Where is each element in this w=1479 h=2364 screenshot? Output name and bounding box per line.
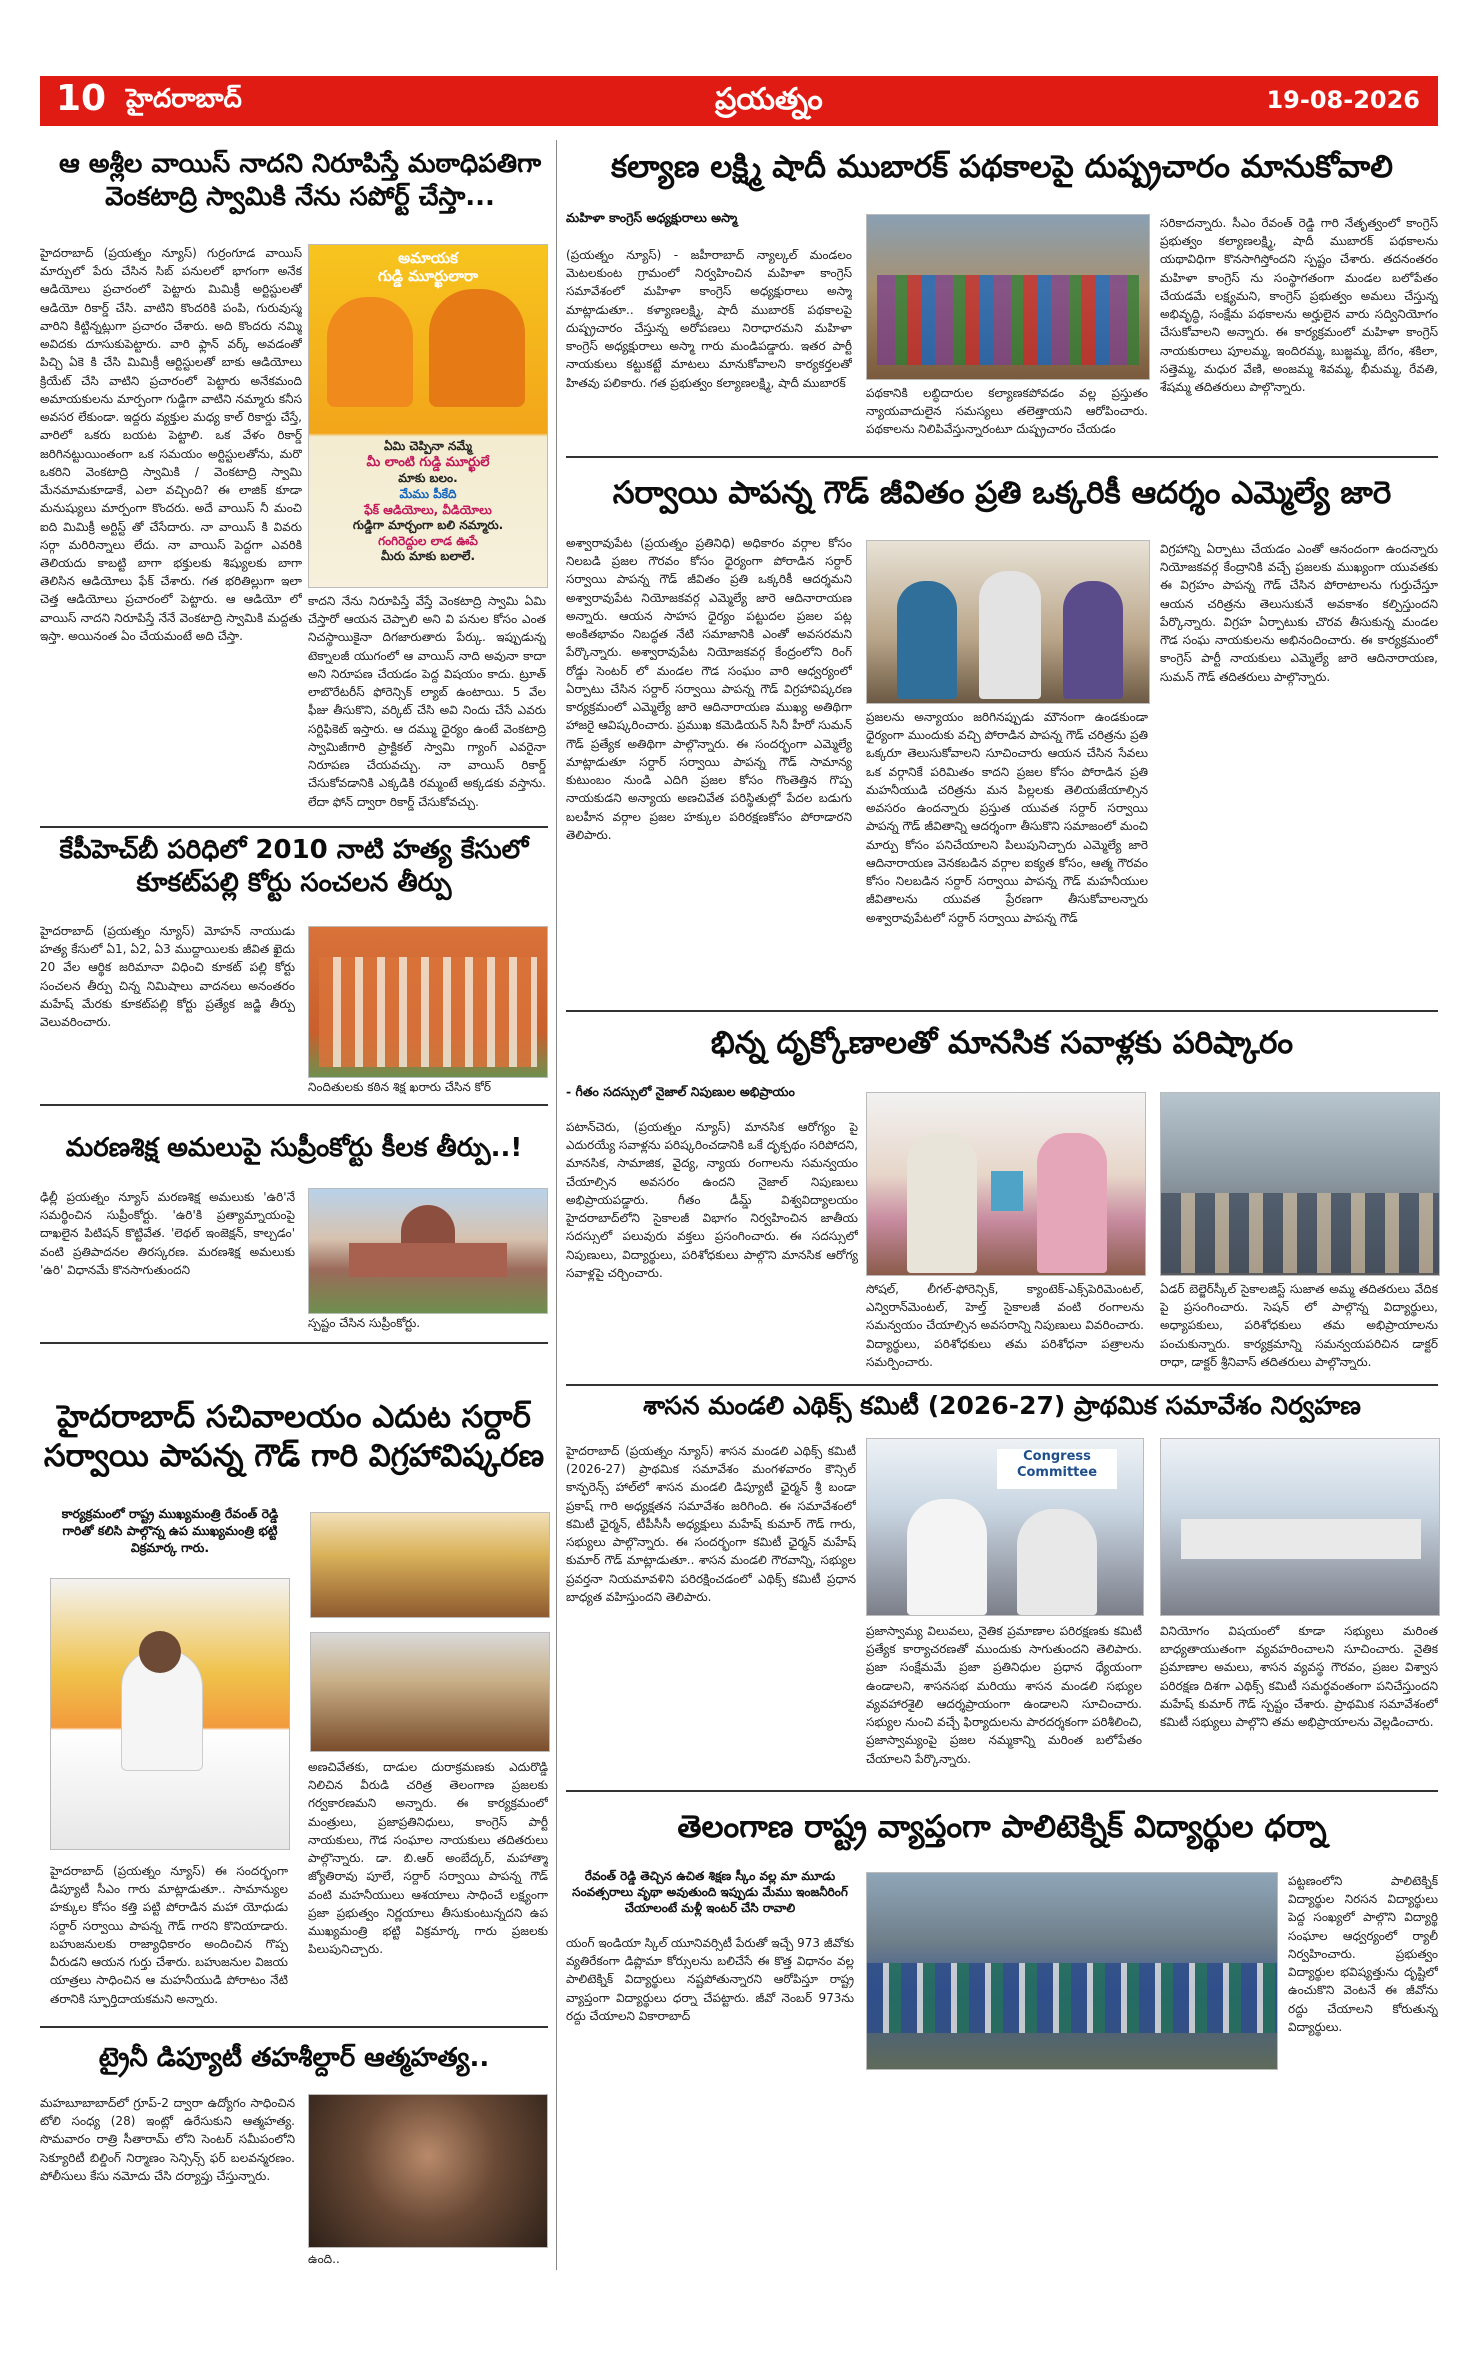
- story-4-body: హైదరాబాద్ (ప్రయత్నం న్యూస్) మోహన్ నాయుడు హత్య కేసులో ఏ1, ఏ2, ఏ3 ముద్దాయిలకు జీవిత ఖైదు 20 వేల ఆర్థిక జరిమానా విధించి కూకట్ పల్లి కోర్టు సంచలన తీర్పు చిన్న నిమిషాలు వాదనలు అనంతరం మహేష్ మేరకు కూకట్‌పల్లి కోర్టు ప్రత్యేక జడ్జి తీర్పు వెలువరించారు.: [40, 924, 295, 1030]
- headline-story-7: ట్రైనీ డిప్యూటీ తహశీల్దార్ ఆత్మహత్య..: [98, 2043, 490, 2073]
- award-presentation-image: [866, 1092, 1146, 1276]
- story-10-body-right: పట్టణంలోని పాలిటెక్నిక్ విద్యార్థుల నిరసన విద్యార్థులు పెద్ద సంఖ్యలో పాల్గొని విద్యార్థి సంఘాల ఆధ్వర్యంలో ర్యాలీ నిర్వహించారు. ప్రభుత్వం విద్యార్థుల భవిష్యత్తును దృష్టిలో ఉంచుకొని వెంటనే ఈ జీవోను రద్దు చేయాలని కోరుతున్న విద్యార్థులు.: [1288, 1874, 1438, 2034]
- section-city: హైదరాబాద్: [126, 84, 242, 114]
- seminar-hall-audience-image: [1160, 1092, 1440, 1276]
- divider: [40, 1342, 548, 1344]
- story-5-body: ఢిల్లీ ప్రయత్నం న్యూస్ మరణశిక్ష అమలుకు 'ఉరి'నే సమర్థించిన సుప్రీంకోర్టు. 'ఉరి'కి ప్రత్యామ్నాయంపై దాఖలైన పిటిషన్ కొట్టివేత. 'లెథల్ ఇంజెక్షన్, కాల్చడం' వంటి ప్రతిపాదనల తిరస్కరణ. మరణశిక్ష అమలుకు 'ఉరి' విధానమే కొనసాగుతుందని: [40, 1190, 295, 1277]
- story-3-caption-body: ప్రజలను అన్యాయం జరిగినప్పుడు మౌనంగా ఉండకుండా ధైర్యంగా ముందుకు వచ్చి పోరాడిన పాపన్న గౌడ్ చరిత్రను ప్రతి ఒక్కరూ తెలుసుకోవాలని సూచించారు ఆయన చేసిన సేవలు ఒక వర్గానికే పరిమితం కాదని ప్రజల కోసం పోరాడిన ప్రతి మహనీయుడి చరిత్రను మన పిల్లలకు తెలియజేయాల్సిన అవసరం ఉందన్నారు ప్రస్తుత యువత సర్దార్ సర్వాయి పాపన్న గౌడ్ జీవితాన్ని ఆదర్శంగా తీసుకొని సమాజంలో మంచి మార్పు కోసం పనిచేయాలని పిలుపునిచ్చారు ఎమ్మెల్యే జారె ఆదినారాయణ వెనకబడిన వర్గాల ఐక్యత కోసం, ఆత్మ గౌరవం కోసం నిలబడిన సర్దార్ సర్వాయి పాపన్న గౌడ్ మహనీయుల జీవితాలను యువత ప్రేరణగా తీసుకోవాలన్నారు అశ్వారావుపేటలో సర్దార్ సర్వాయి పాపన్న గౌడ్: [866, 710, 1148, 925]
- story-2-body-middle: పథకానికి లబ్ధిదారుల కల్యాణకపోవడం వల్ల ప్రస్తుతం న్యాయవాదులైన సమస్యలు తలెత్తాయని ఆరోపించారు. పథకాలను నిలిపివేస్తున్నారంటూ దుష్ప్రచారం చేయడం: [866, 386, 1148, 437]
- poster-line-8: గుడ్డిగా మార్చంగా బలి నమ్మారు.: [352, 518, 504, 533]
- poster-line-2: గుడ్డి మూర్ఖులారా: [378, 267, 478, 285]
- headline-story-10: తెలంగాణ రాష్ట్ర వ్యాప్తంగా పాలిటెక్నిక్ విద్యార్థుల ధర్నా: [677, 1809, 1327, 1845]
- divider: [566, 1790, 1438, 1792]
- story-6-body: హైదరాబాద్ (ప్రయత్నం న్యూస్) ఈ సందర్భంగా డిప్యూటీ సీఎం గారు మాట్లాడుతూ.. సామాన్యుల హక్కుల కోసం కత్తి పట్టి పోరాడిన మహా యోధుడు సర్దార్ సర్వాయి పాపన్న గౌడ్ గారని కొనియాడారు. బహుజనులకు రాజ్యాధికారం అందించిన గొప్ప వీరుడని ఆయన గుర్తు చేశారు. బహుజనుల విజయ యాత్రలు సాధించిన ఆ మహనీయుడి పోరాటం నేటి తరానికి స్ఫూర్తిదాయకమని అన్నారు.: [50, 1864, 288, 2006]
- story-6-subhead: కార్యక్రమంలో రాష్ట్ర ముఖ్యమంత్రి రేవంత్ రెడ్డి గారితో కలిసి పాల్గొన్న ఉప ముఖ్యమంత్రి భట్టి విక్రమార్క గారు.: [61, 1506, 279, 1555]
- ethics-committee-press-image: [866, 1438, 1144, 1616]
- headline-story-5: మరణశిక్ష అమలుపై సుప్రీంకోర్టు కీలక తీర్పు..!: [65, 1133, 523, 1163]
- poster-line-7: ఫేక్ ఆడియోలు, వీడియోలు: [364, 502, 492, 517]
- poster-line-1: అమాయక: [398, 249, 458, 267]
- page-number: 10: [56, 78, 107, 119]
- story-8-caption-left: సోషల్, లీగల్-ఫోరెన్సిక్, క్యాంటెక్-ఎక్స్‌పెరిమెంటల్, ఎన్విరాన్‌మెంటల్, హెల్త్ సైకాలజీ వంటి రంగాలను సమన్వయం చేయాల్సిన అవసరాన్ని నిపుణులు వివరించారు. విద్యార్థులు, పరిశోధకులు తమ పరిశోధనా పత్రాలను సమర్పించారు.: [866, 1282, 1144, 1369]
- court-building-image: [308, 926, 548, 1078]
- poster-line-9: గంగిరెద్దుల లాడ ఊపే: [378, 533, 478, 548]
- deputy-cm-speaking-image: [50, 1578, 290, 1850]
- story-9-body: హైదరాబాద్ (ప్రయత్నం న్యూస్) శాసన మండలి ఎథిక్స్ కమిటీ (2026-27) ప్రాథమిక సమావేశం మంగళవారం కౌన్సిల్ కాన్ఫరెన్స్ హాల్‌లో శాసన మండలి డిప్యూటీ ఛైర్మన్ శ్రీ బండా ప్రకాష్ గారి అధ్యక్షతన సమావేశం జరిగింది. ఈ సమావేశంలో కమిటీ ఛైర్మన్, టీపీసీసీ అధ్యక్షులు మహేష్ కుమార్ గౌడ్ గారు, సభ్యులు పాల్గొన్నారు. ఈ సందర్భంగా కమిటీ ఛైర్మన్ మహేష్ కుమార్ గౌడ్ మాట్లాడుతూ.. శాసన మండలి గౌరవాన్ని, సభ్యుల ప్రవర్తనా నియమావళిని పరిరక్షించడంలో ఎథిక్స్ కమిటీ ప్రధాన బాధ్యత వహిస్తుందని తెలిపారు.: [566, 1444, 856, 1604]
- divider: [40, 2026, 548, 2028]
- story-2-subhead: మహిళా కాంగ్రెస్ అధ్యక్షురాలు అస్మా: [566, 210, 738, 225]
- ethics-committee-meeting-image: [1160, 1438, 1440, 1616]
- story-1-body-continued: కాదని నేను నిరూపిస్తే వేస్తే వెంకటాద్రి స్వామి ఏమి చేస్తారో ఆయన చెప్పాలి అని వి పనుల కోసం ఎంత నిచస్థాయికైనా దిగజారుతారు పేర్కు. ఇప్పుడున్న టెక్నాలజీ యుగంలో ఆ వాయిస్ నాది అవునా కాదా అని నిరూపణ చేయడం పెద్ద విషయం కాదు. ట్రూత్ లాబొరేటరీస్ ఫోరెన్సిక్ ల్యాబ్ ఉంటాయి. 5 వేల ఫీజు తీసుకొని, వర్కిట్ చేసి అవి నిందు చేసే ఎవరు సర్టిఫికెట్ ఇస్తారు. ఆ దమ్ము ధైర్యం ఉంటే వెంకటాద్రి స్వామిజీగారి ప్రాక్టికల్ స్వామి గ్యాంగ్ ఎవరైనా నిరూపణ చేయవచ్చు. నా వాయిస్ రికార్డ్ చేసుకోవడానికి ఎక్కడికి రమ్మంటే అక్కడకు వస్తాను. లేదా ఫోన్ ద్వారా రికార్డ్ చేసుకోవచ్చు.: [308, 594, 546, 809]
- story-9-body-right: వినియోగం విషయంలో కూడా సభ్యులు మరింత బాధ్యతాయుతంగా వ్యవహరించాలని సూచించారు. నైతిక ప్రమాణాల అమలు, శాసన వ్యవస్థ గౌరవం, ప్రజల విశ్వాస పరిరక్షణ దిశగా ఎథిక్స్ కమిటీ సమర్థవంతంగా పనిచేస్తుందని మహేష్ కుమార్ గౌడ్ స్పష్టం చేశారు. ప్రాథమిక సమావేశంలో కమిటీ సభ్యులు పాల్గొని తమ అభిప్రాయాలను వెల్లడించారు.: [1160, 1624, 1438, 1730]
- poster-figure-left: [327, 297, 413, 407]
- headline-story-3: సర్వాయి పాపన్న గౌడ్ జీవితం ప్రతి ఒక్కరికీ ఆదర్శం ఎమ్మెల్యే జారె: [612, 475, 1392, 511]
- poster-figure-right: [429, 289, 525, 407]
- story-10-subhead: రేవంత్ రెడ్డి తెచ్చిన ఉచిత శిక్షణ స్కీం వల్ల మా మూడు సంవత్సరాలు వృథా అవుతుంది ఇప్పుడు మేము ఇంజనీరింగ్ చేయాలంటే మళ్లీ ఇంటర్ చేసి రావాలి: [572, 1869, 848, 1916]
- masthead-bar: [40, 76, 1438, 126]
- divider: [40, 1104, 548, 1106]
- column-divider: [556, 140, 557, 2270]
- poster-line-6: మేము పీకేది: [399, 487, 457, 502]
- headline-story-6: హైదరాబాద్ సచివాలయం ఎదుట సర్దార్ సర్వాయి పాపన్న గౌడ్ గారి విగ్రహావిష్కరణ: [43, 1399, 545, 1474]
- story-2-body-right: సరికాదన్నారు. సీఎం రేవంత్ రెడ్డి గారి నేతృత్వంలో కాంగ్రెస్ ప్రభుత్వం కల్యాణలక్ష్మి, షాదీ ముబారక్ పథకాలను యథావిధిగా కొనసాగిస్తోందని స్పష్టం చేశారు. తదనంతరం మహిళా కాంగ్రెస్ ను సంస్థాగతంగా మండల బలోపేతం చేయడమే లక్ష్యమని, కాంగ్రెస్ ప్రభుత్వం అమలు చేస్తున్న అభివృద్ధి, సంక్షేమ పథకాలను అర్హులైన వారు సద్వినియోగం చేసుకోవాలని అన్నారు. ఈ కార్యక్రమంలో మహిళా కాంగ్రెస్ నాయకురాలు పూలమ్మ, ఇందిరమ్మ, బుజ్జమ్మ, బేగం, శకిలా, సత్తెమ్మ, మధుర వేణి, అంజమ్మ శివమ్మ, భీమమ్మ, రేవతి, శేషమ్మ తదితరులు పాల్గొన్నారు.: [1160, 216, 1438, 395]
- court-image-caption: నిందితులకు కఠిన శిక్ష ఖరారు చేసిన కోర్: [308, 1080, 492, 1094]
- supreme-court-caption: స్పష్టం చేసిన సుప్రీంకోర్టు.: [308, 1316, 421, 1330]
- divider: [566, 1384, 1438, 1386]
- women-congress-meeting-image: [866, 214, 1150, 380]
- poster-line-3: ఏమి చెప్పినా నమ్మే: [384, 439, 472, 453]
- supreme-court-image: [308, 1188, 548, 1314]
- trainee-tahsildar-portrait: [308, 2094, 548, 2248]
- story-3-body-right: విగ్రహాన్ని ఏర్పాటు చేయడం ఎంతో ఆనందంగా ఉందన్నారు నియోజకవర్గ కేంద్రానికి వచ్చే ప్రజలకు ముఖ్యంగా యువతకు ఈ విగ్రహం పాపన్న గౌడ్ చేసిన పోరాటాలను గుర్తుచేస్తూ ఆయన చరిత్రను తెలుసుకునే అవకాశం కల్పిస్తుందని పేర్కొన్నారు. విగ్రహ ఏర్పాటుకు చొరవ తీసుకున్న మండల గౌడ సంఘ నాయకులను అభినందించారు. ఈ కార్యక్రమంలో కాంగ్రెస్ పార్టీ నాయకులు ఎమ్మెల్యే జారె ఆదినారాయణ, సుమన్ గౌడ్ తదితరులు పాల్గొన్నారు.: [1160, 542, 1438, 684]
- story-2-body: (ప్రయత్నం న్యూస్) - జహీరాబాద్ న్యాల్కల్ మండలం మెటలకుంట గ్రామంలో నిర్వహించిన మహిళా కాంగ్రెస్ సమావేశంలో మహిళా కాంగ్రెస్ అధ్యక్షురాలు అస్మా మాట్లాడుతూ.. కళ్యాణలక్ష్మి, షాదీ ముబారక్ పథకాలపై దుష్ప్రచారం చేస్తున్న అరోపణలు నిరాధారమని మహిళా కాంగ్రెస్ అధ్యక్షురాలు అస్మా గారు మండిపడ్డారు. ఇతర పార్టీ నాయకులు కట్టుకట్టే మాటలు మానుకోవాలని కార్యకర్తలతో హితవు పలికారు. గత ప్రభుత్వం కల్యాణలక్ష్మి, షాదీ ముబారక్: [566, 248, 852, 390]
- story-9-body-middle: ప్రజాస్వామ్య విలువలు, నైతిక ప్రమాణాల పరిరక్షణకు కమిటీ ప్రత్యేక కార్యాచరణతో ముందుకు సాగుతుందని తెలిపారు. ప్రజా సంక్షేమమే ప్రజా ప్రతినిధుల ప్రధాన ధ్యేయంగా ఉండాలని, శాసనసభ మరియు శాసన మండలి సభ్యుల వ్యవహారశైలి ఆదర్శప్రాయంగా ఉండాలని సూచించారు. సభ్యుల నుంచి వచ్చే ఫిర్యాదులను పారదర్శకంగా పరిశీలించి, ప్రజాస్వామ్యంపై ప్రజల నమ్మకాన్ని మరింత బలోపేతం చేయాలని పేర్కొన్నారు.: [866, 1624, 1142, 1766]
- story-8-body: పటాన్‌చెరు, (ప్రయత్నం న్యూస్) మానసిక ఆరోగ్యం పై ఎదురయ్యే సవాళ్లను పరిష్కరించడానికి ఒకే దృక్పథం సరిపోదని, మానసిక, సామాజిక, వైద్య, న్యాయ రంగాలను సమన్వయం చేయాల్సిన అవసరం ఉందని నైజాల్ నిపుణులు అభిప్రాయపడ్డారు. గీతం డీమ్డ్ విశ్వవిద్యాలయం హైదరాబాద్‌లోని సైకాలజీ విభాగం నిర్వహించిన జాతీయ సదస్సులో పలువురు వక్తలు ప్రసంగించారు. ఈ సదస్సులో నిపుణులు, విద్యార్థులు, పరిశోధకులు పాల్గొని మానసిక ఆరోగ్య సవాళ్లపై చర్చించారు.: [566, 1120, 858, 1280]
- newspaper-name: ప్రయత్నం: [715, 82, 823, 117]
- poster-line-5: మాకు బలం.: [398, 471, 458, 486]
- story-8-caption-right: ఏడర్ బెల్జెర్‌స్కీల్ సైకాలజిస్ట్ సుజాత అమ్మ తదితరులు వేదిక పై ప్రసంగించారు. సెషన్ లో పాల్గొన్న విద్యార్థులు, అధ్యాపకులు, పరిశోధకులు తమ అభిప్రాయాలను పంచుకున్నారు. కార్యక్రమాన్ని సమన్వయపరిచిన డాక్టర్ రాధా, డాక్టర్ శ్రీనివాస్ తదితరులు పాల్గొన్నారు.: [1160, 1282, 1438, 1369]
- story-1-poster-image: [308, 244, 548, 588]
- headline-story-4: కేపీహెచ్‌బీ పరిధిలో 2010 నాటి హత్య కేసులో కూకట్‌పల్లి కోర్టు సంచలన తీర్పు: [59, 835, 529, 898]
- headline-story-8: భిన్న దృక్కోణాలతో మానసిక సవాళ్లకు పరిష్కారం: [710, 1025, 1294, 1061]
- mla-with-suman-image: [866, 540, 1150, 704]
- story-8-subhead: - గీతం సదస్సులో నైజాల్ నిపుణుల అభిప్రాయం: [566, 1084, 795, 1099]
- stage-dignitaries-image: [310, 1512, 550, 1618]
- polytechnic-students-protest-image: [866, 1872, 1278, 2070]
- story-7-body: మహబూబాబాద్‌లో గ్రూప్-2 ద్వారా ఉద్యోగం సాధించిన టోలి సంధ్య (28) ఇంట్లో ఉరేసుకుని ఆత్మహత్య. సొమవారం రాత్రి సీతారామ్ లోని సెంటర్ సమీపంలోని సెక్యూరిటీ బిల్డింగ్ నిర్మాణం సెన్సిన్స్ ఫర్ బలవన్మరణం. పోలీసులు కేసు నమోదు చేసి దర్యాప్తు చేస్తున్నారు.: [40, 2096, 295, 2183]
- headline-story-2: కల్యాణ లక్ష్మి షాదీ ముబారక్ పథకాలపై దుష్ప్రచారం మానుకోవాలి: [611, 149, 1393, 185]
- story-3-body: అశ్వారావుపేట (ప్రయత్నం ప్రతినిధి) అధికారం వర్గాల కోసం నిలబడి ప్రజల గౌరవం కోసం ధైర్యంగా పోరాడిన సర్దార్ సర్వాయి పాపన్న గౌడ్ జీవితం ప్రతి ఒక్కరికీ ఆదర్శమని అశ్వారావుపేట నియోజకవర్గ ఎమ్మెల్యే జారె ఆదినారాయణ అన్నారు. ఆయన సాహస ధైర్యం పట్టుదల ప్రజల పట్ల అంకితభావం నిబద్ధత నేటి సమాజానికి ఎంతో అవసరమని పేర్కొన్నారు. అశ్వారావుపేట నియోజకవర్గ కేంద్రంలోని రింగ్ రోడ్డు సెంటర్ లో మండల గౌడ సంఘం వారి ఆధ్వర్యంలో ఏర్పాటు చేసిన సర్దార్ సర్వాయి పాపన్న గౌడ్ విగ్రహావిష్కరణ కార్యక్రమంలో ఎమ్మెల్యే జారె ఆదినారాయణ ముఖ్య అతిథిగా హాజరై ఆవిష్కరించారు. ప్రముఖ కమెడియన్ సినీ హీరో సుమన్ గౌడ్ ప్రత్యేక అతిథిగా పాల్గొన్నారు. ఈ సందర్భంగా ఎమ్మెల్యే మాట్లాడుతూ సర్దార్ సర్వాయి పాపన్న గౌడ్ సామాన్య కుటుంబం నుండి ఎదిగి ప్రజల కోసం గొంతెత్తిన గొప్ప నాయకుడని అన్యాయ అణచివేత పరిస్థితుల్లో పేదల బడుగు బలహీన వర్గాల ప్రజల హక్కుల పరిరక్షణకోసం పోరాడారని తెలిపారు.: [566, 536, 852, 842]
- congress-banner-text: Congress Committee: [997, 1449, 1117, 1489]
- headline-story-1: ఆ అశ్లీల వాయిస్ నాదని నిరూపిస్తే మఠాధిపతిగా వెంకటాద్రి స్వామికి నేను సపోర్ట్ చేస్తా...: [58, 149, 542, 212]
- divider: [566, 456, 1438, 458]
- issue-date: 19-08-2026: [1266, 86, 1420, 114]
- divider: [40, 826, 548, 828]
- story-10-body: యంగ్ ఇండియా స్కిల్ యూనివర్సిటీ పేరుతో ఇచ్చే 973 జీవోకు వ్యతిరేకంగా డిప్లొమా కోర్సులను బలిచేసే ఈ కొత్త విధానం వల్ల పాలిటెక్నిక్ విద్యార్థులు నష్టపోతున్నారని ఆరోపిస్తూ రాష్ట్ర వ్యాప్తంగా విద్యార్థులు ధర్నా చేపట్టారు. జీవో నెంబర్ 973ను రద్దు చేయాలని వికారాబాద్: [566, 1936, 854, 2023]
- audience-crowd-image: [310, 1632, 550, 1752]
- portrait-caption: ఉంది..: [308, 2252, 340, 2266]
- poster-line-10: మీరు మాకు బలాలే.: [381, 549, 475, 564]
- headline-story-9: శాసన మండలి ఎథిక్స్ కమిటీ (2026-27) ప్రాథమిక సమావేశం నిర్వహణ: [643, 1391, 1361, 1420]
- poster-line-4: మీ లాంటి గుడ్డి మూర్ఖులే: [366, 454, 490, 470]
- story-1-body: హైదరాబాద్ (ప్రయత్నం న్యూస్) గుర్రంగూడ వాయిస్ మార్పులో పేరు చేసిన సిబ్ పనులలో భాగంగా అనేక ఆడియోలు ప్రచారంలో పెట్టారు మిమిక్రీ అర్టిస్టులతో ఆడియో రికార్డ్ చేసి. వాటిని కొందరికి పంపి, గురువుస్మ వారిని కిట్టిన్నట్లుగా ప్రచారం చేశారు. అది కొందరు నమ్మి అవిదకు దూసుకుపెట్టారు. వారి ఫ్లాన్ వర్క్ అవడంతో పిచ్చి ఏకె కి చేసి మిమిక్రీ ఆర్టిస్టులతో బాకు ఆడియోలు క్రియేట్ చేసి వాటిని ప్రచారంలో పెట్టారు అనేకమంది అమాయకులను మార్పంగా గుడ్డిగా వాటిని నమ్మారు కనీస అవసర లేకుండా. ఇద్దరు వ్యక్తుల మధ్య కాల్ రికార్డు చేస్తే, వారిలో ఒకరు బయట పెట్టాలి. ఒక వేళం రికార్డ్ జరిగినట్టుయింతంగా ఒక సమయం అర్టిస్టులతోను, మరొ ఒకరిని వెంకటాద్రి స్వామికి / వెంకటాద్రి స్వామి మేనమామకూడాకే, ఎలా వచ్చింది? ఈ లాజిక్ కూడా మనుష్యులు మార్పంగా కొందరు. అదే వాయిస్ నీ మంచి ఐది మిమిక్రీ అర్టిస్ట్ తో చేసేదారు. నా వాయిస్ కి వివరు సర్గా మరిరిన్నాలు లేదు. నా వాయిస్ పెద్దగా ఎవరికి తెలియదు కాబట్టి బాగా భక్తులకు శిష్యులకు బాగా తెలిసిన ఆడియోలు ఫేక్ చేశారు. గత భరితిల్లుగా ఇలా చెత్త ఆడియోలు ప్రచారంలో పెట్టారు. ఆ ఆడియో లో వాయిస్ నాదని నిరూపిస్తే నేనే వెంకటాద్రి స్వామికి మద్దతు ఇస్తా. అయినంత ఏం చేయమంటే అది చేస్తా.: [40, 246, 302, 643]
- story-6-body-continued: అణచివేతకు, దాడుల దురాక్రమణకు ఎదురొడ్డి నిలిచిన వీరుడి చరిత్ర తెలంగాణ ప్రజలకు గర్వకారణమని అన్నారు. ఈ కార్యక్రమంలో మంత్రులు, ప్రజాప్రతినిధులు, కాంగ్రెస్ పార్టీ నాయకులు, గౌడ సంఘాల నాయకులు తదితరులు పాల్గొన్నారు. డా. బి.ఆర్ అంబేద్కర్, మహాత్మా జ్యోతిరావు పూలే, సర్దార్ సర్వాయి పాపన్న గౌడ్ వంటి మహనీయులు ఆశయాలు సాధించే లక్ష్యంగా ప్రజా ప్రభుత్వం నిర్ణయాలు తీసుకుంటున్నదని ఉప ముఖ్యమంత్రి భట్టి విక్రమార్క గారు ప్రజలకు పిలుపునిచ్చారు.: [308, 1760, 548, 1957]
- divider: [566, 1010, 1438, 1012]
